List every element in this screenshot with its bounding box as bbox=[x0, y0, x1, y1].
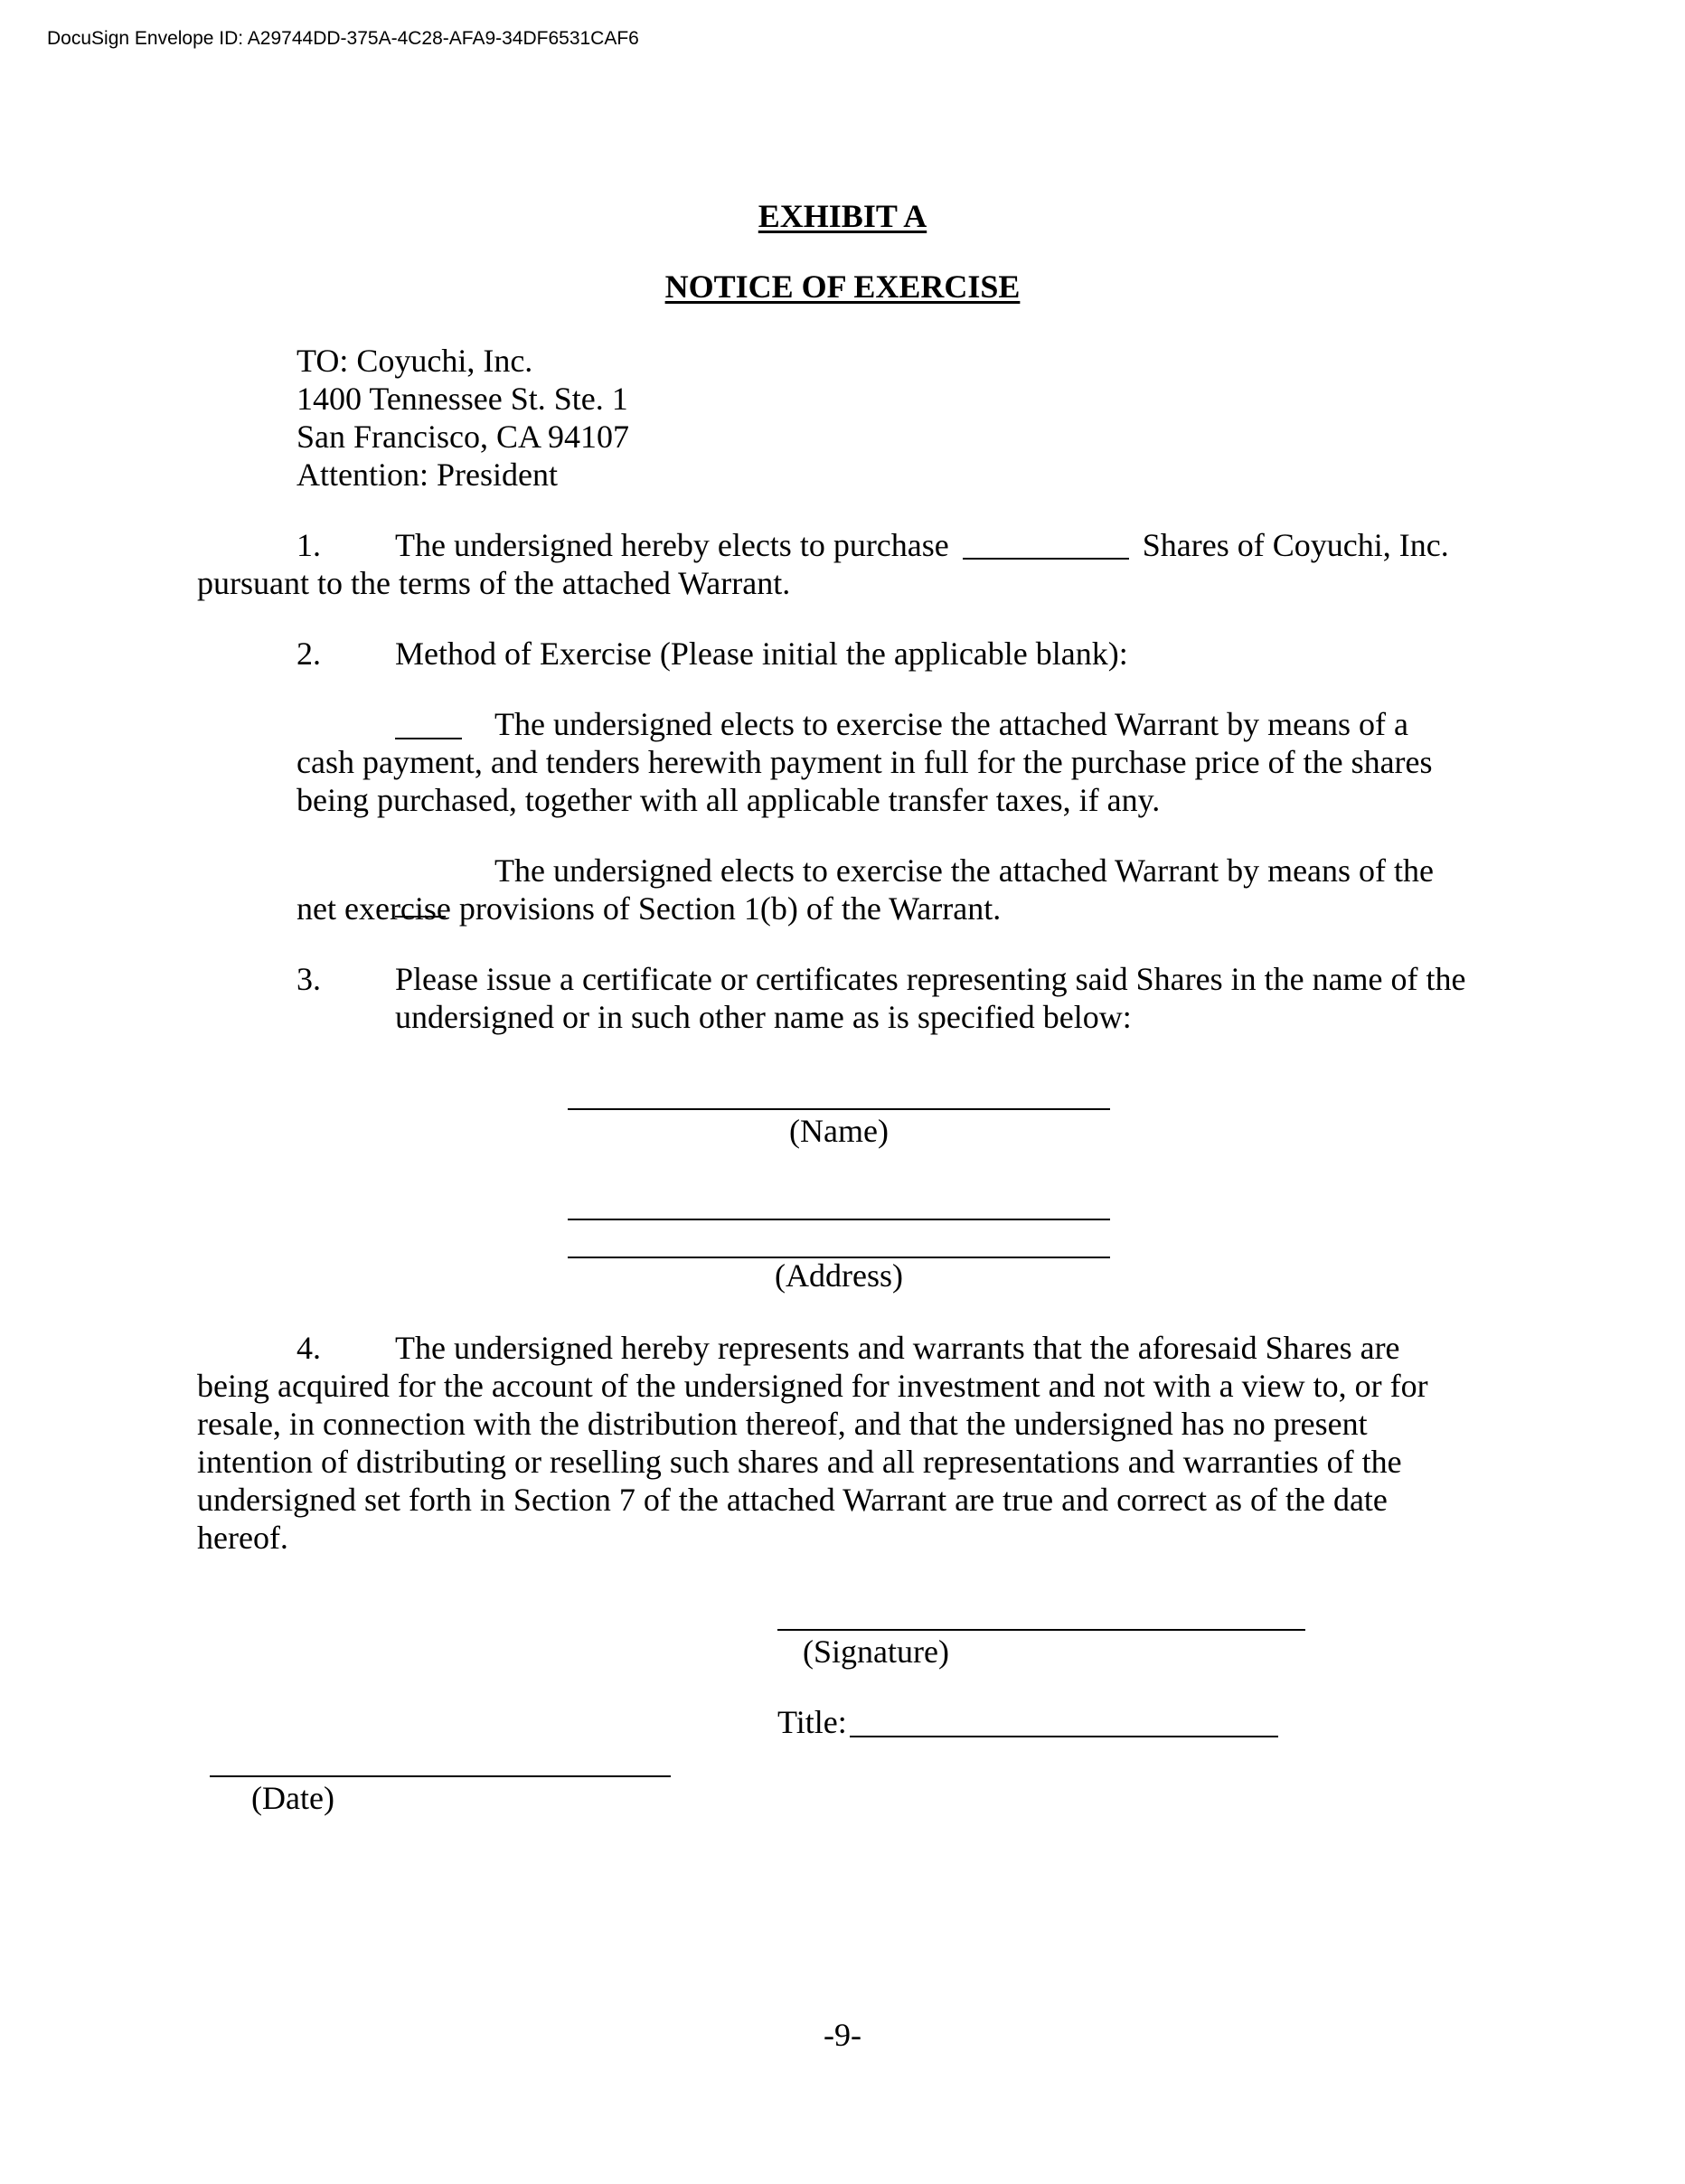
address-line-1[interactable] bbox=[568, 1219, 1110, 1220]
net-option-line-1: The undersigned elects to exercise the attached Warrant by means of the bbox=[494, 852, 1435, 889]
net-option-line-2: net exercise provisions of Section 1(b) of the Warrant. bbox=[297, 890, 1002, 927]
address-attention: Attention: President bbox=[297, 457, 558, 493]
signature-label: (Signature) bbox=[803, 1633, 949, 1670]
item-3-line-1: Please issue a certificate or certificates representing said Shares in the name of the bbox=[395, 961, 1466, 997]
docusign-envelope-id: DocuSign Envelope ID: A29744DD-375A-4C28-AFA9-34DF6531CAF6 bbox=[47, 28, 639, 49]
item-1-number: 1. bbox=[297, 527, 321, 563]
title-label: Title: bbox=[777, 1704, 847, 1740]
item-4-line-4: intention of distributing or reselling such shares and all representations and warranties of the bbox=[197, 1444, 1402, 1480]
signature-line[interactable] bbox=[777, 1629, 1305, 1631]
page-number: -9- bbox=[824, 2017, 861, 2053]
item-3-number: 3. bbox=[297, 961, 321, 997]
address-label: (Address) bbox=[775, 1257, 903, 1294]
address-city: San Francisco, CA 94107 bbox=[297, 419, 629, 455]
item-1-text-after: Shares of Coyuchi, Inc. bbox=[1142, 527, 1449, 563]
title-line[interactable] bbox=[850, 1736, 1278, 1737]
item-4-line-2: being acquired for the account of the undersigned for investment and not with a view to, or for bbox=[197, 1368, 1428, 1404]
item-4-line-6: hereof. bbox=[197, 1520, 288, 1556]
item-1-line-2: pursuant to the terms of the attached Warrant. bbox=[197, 565, 791, 601]
cash-payment-initial-blank[interactable] bbox=[395, 712, 462, 739]
date-line[interactable] bbox=[210, 1775, 671, 1777]
address-to: TO: Coyuchi, Inc. bbox=[297, 343, 533, 379]
item-1-line-1 bbox=[395, 526, 1449, 564]
item-4-line-5: undersigned set forth in Section 7 of the attached Warrant are true and correct as of the date bbox=[197, 1482, 1388, 1518]
address-street: 1400 Tennessee St. Ste. 1 bbox=[297, 381, 628, 417]
item-1-text-before: The undersigned hereby elects to purchase bbox=[395, 527, 949, 563]
cash-option-line-1: The undersigned elects to exercise the attached Warrant by means of a bbox=[494, 706, 1409, 742]
exhibit-title: EXHIBIT A bbox=[758, 198, 927, 234]
item-4-line-1: The undersigned hereby represents and warrants that the aforesaid Shares are bbox=[395, 1330, 1400, 1366]
shares-quantity-blank[interactable] bbox=[963, 532, 1129, 560]
date-label: (Date) bbox=[251, 1780, 334, 1816]
item-3-line-2: undersigned or in such other name as is specified below: bbox=[395, 999, 1132, 1035]
item-2-text: Method of Exercise (Please initial the applicable blank): bbox=[395, 635, 1128, 672]
name-label: (Name) bbox=[789, 1113, 889, 1149]
item-4-number: 4. bbox=[297, 1330, 321, 1366]
item-4-line-3: resale, in connection with the distribution thereof, and that the undersigned has no present bbox=[197, 1406, 1368, 1442]
notice-title: NOTICE OF EXERCISE bbox=[664, 268, 1021, 305]
name-signature-line[interactable] bbox=[568, 1108, 1110, 1110]
cash-option-line-2: cash payment, and tenders herewith payment in full for the purchase price of the shares bbox=[297, 744, 1433, 780]
item-2-number: 2. bbox=[297, 635, 321, 672]
cash-option-line-3: being purchased, together with all applicable transfer taxes, if any. bbox=[297, 782, 1161, 818]
